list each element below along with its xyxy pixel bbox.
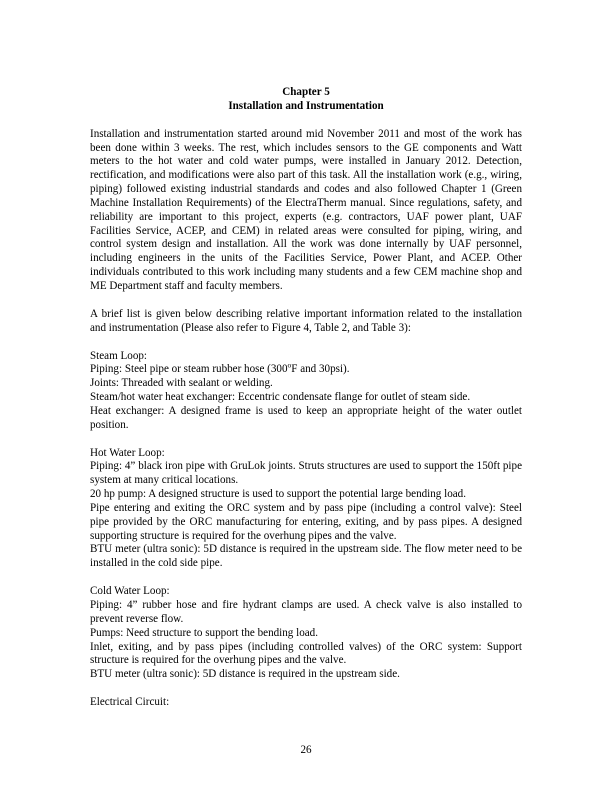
electrical-circuit-heading: Electrical Circuit: [90,696,170,709]
steam-loop-exchanger: Steam/hot water heat exchanger: Eccentric condensate flange for outlet of steam side. [90,391,471,404]
page-number: 26 [300,744,312,756]
list-intro-paragraph: A brief list is given below describing relative important information related to the installation and instrumentation (Please also refer to Figure 4, Table 2, and Table 3): [90,307,522,334]
cold-water-loop-pumps: Pumps: Need structure to support the bending load. [90,626,319,639]
steam-loop-section [90,350,522,433]
intro-paragraph: Installation and instrumentation started around mid November 2011 and most of the work has been done within 3 weeks. The rest, which includes sensors to the GE components and Watt meters to the hot water and cold water pumps, were installed in January 2012. Detection, rectification, and modifications were also part of this task. All the installation work (e.g., wiring, piping) followed existing industrial standards and codes and also followed Chapter 1 (Green Machine Installation Requirements) of the ElectraTherm manual. Since regulations, safety, and reliability are important to this project, experts (e.g. contractors, UAF power plant, UAF Facilities Service, ACEP, and CEM) in related areas were consulted for piping, wiring, and control system design and installation. All the work was done internally by UAF personnel, including engineers in the units of the Facilities Service, Power Plant, and ACEP. Other individuals contributed to this work including many students and a few CEM machine shop and ME Department staff and faculty members. [90,127,522,292]
cold-water-loop-inlet: Inlet, exiting, and by pass pipes (including controlled valves) of the ORC system: Support structure is required for the overhung pipes and the valve. [90,640,522,667]
hot-water-loop-pump: 20 hp pump: A designed structure is used to support the potential large bending load. [90,488,467,501]
chapter-number: Chapter 5 [282,86,330,98]
hot-water-loop-pipe-entering: Pipe entering and exiting the ORC system and by pass pipe (including a control valve): Steel pipe provided by the ORC manufacturing for entering, exiting, and by pass pipes. A designed supporting structure is required for the overhung pipes and the valve. [90,501,522,542]
cold-water-loop-btu-meter: BTU meter (ultra sonic): 5D distance is required in the upstream side. [90,668,400,681]
steam-piping-text-after: F and 30psi). [291,363,350,376]
cold-water-loop-section [90,585,522,682]
chapter-title: Installation and Instrumentation [228,99,384,112]
steam-piping-text-before: Piping: Steel pipe or steam rubber hose (300 [90,363,288,376]
steam-loop-joints: Joints: Threaded with sealant or welding. [90,377,273,390]
cold-water-loop-piping: Piping: 4” rubber hose and fire hydrant clamps are used. A check valve is also installed to prevent reverse flow. [90,599,522,625]
hot-water-loop-btu-meter: BTU meter (ultra sonic): 5D distance is required in the upstream side. The flow meter need to be installed in the cold side pipe. [90,543,522,570]
hot-water-loop-piping: Piping: 4” black iron pipe with GruLok joints. Struts structures are used to support the 150ft pipe system at many critical locations. [90,460,522,487]
hot-water-loop-section [90,447,522,572]
hot-water-loop-heading: Hot Water Loop: [90,446,165,459]
steam-loop-heat-exchanger: Heat exchanger: A designed frame is used to keep an appropriate height of the water outlet position. [90,404,522,431]
steam-loop-piping [90,360,522,377]
steam-loop-heading: Steam Loop: [90,349,148,362]
cold-water-loop-heading: Cold Water Loop: [90,585,170,598]
degree-superscript: o [287,360,292,370]
page-body [90,86,522,710]
